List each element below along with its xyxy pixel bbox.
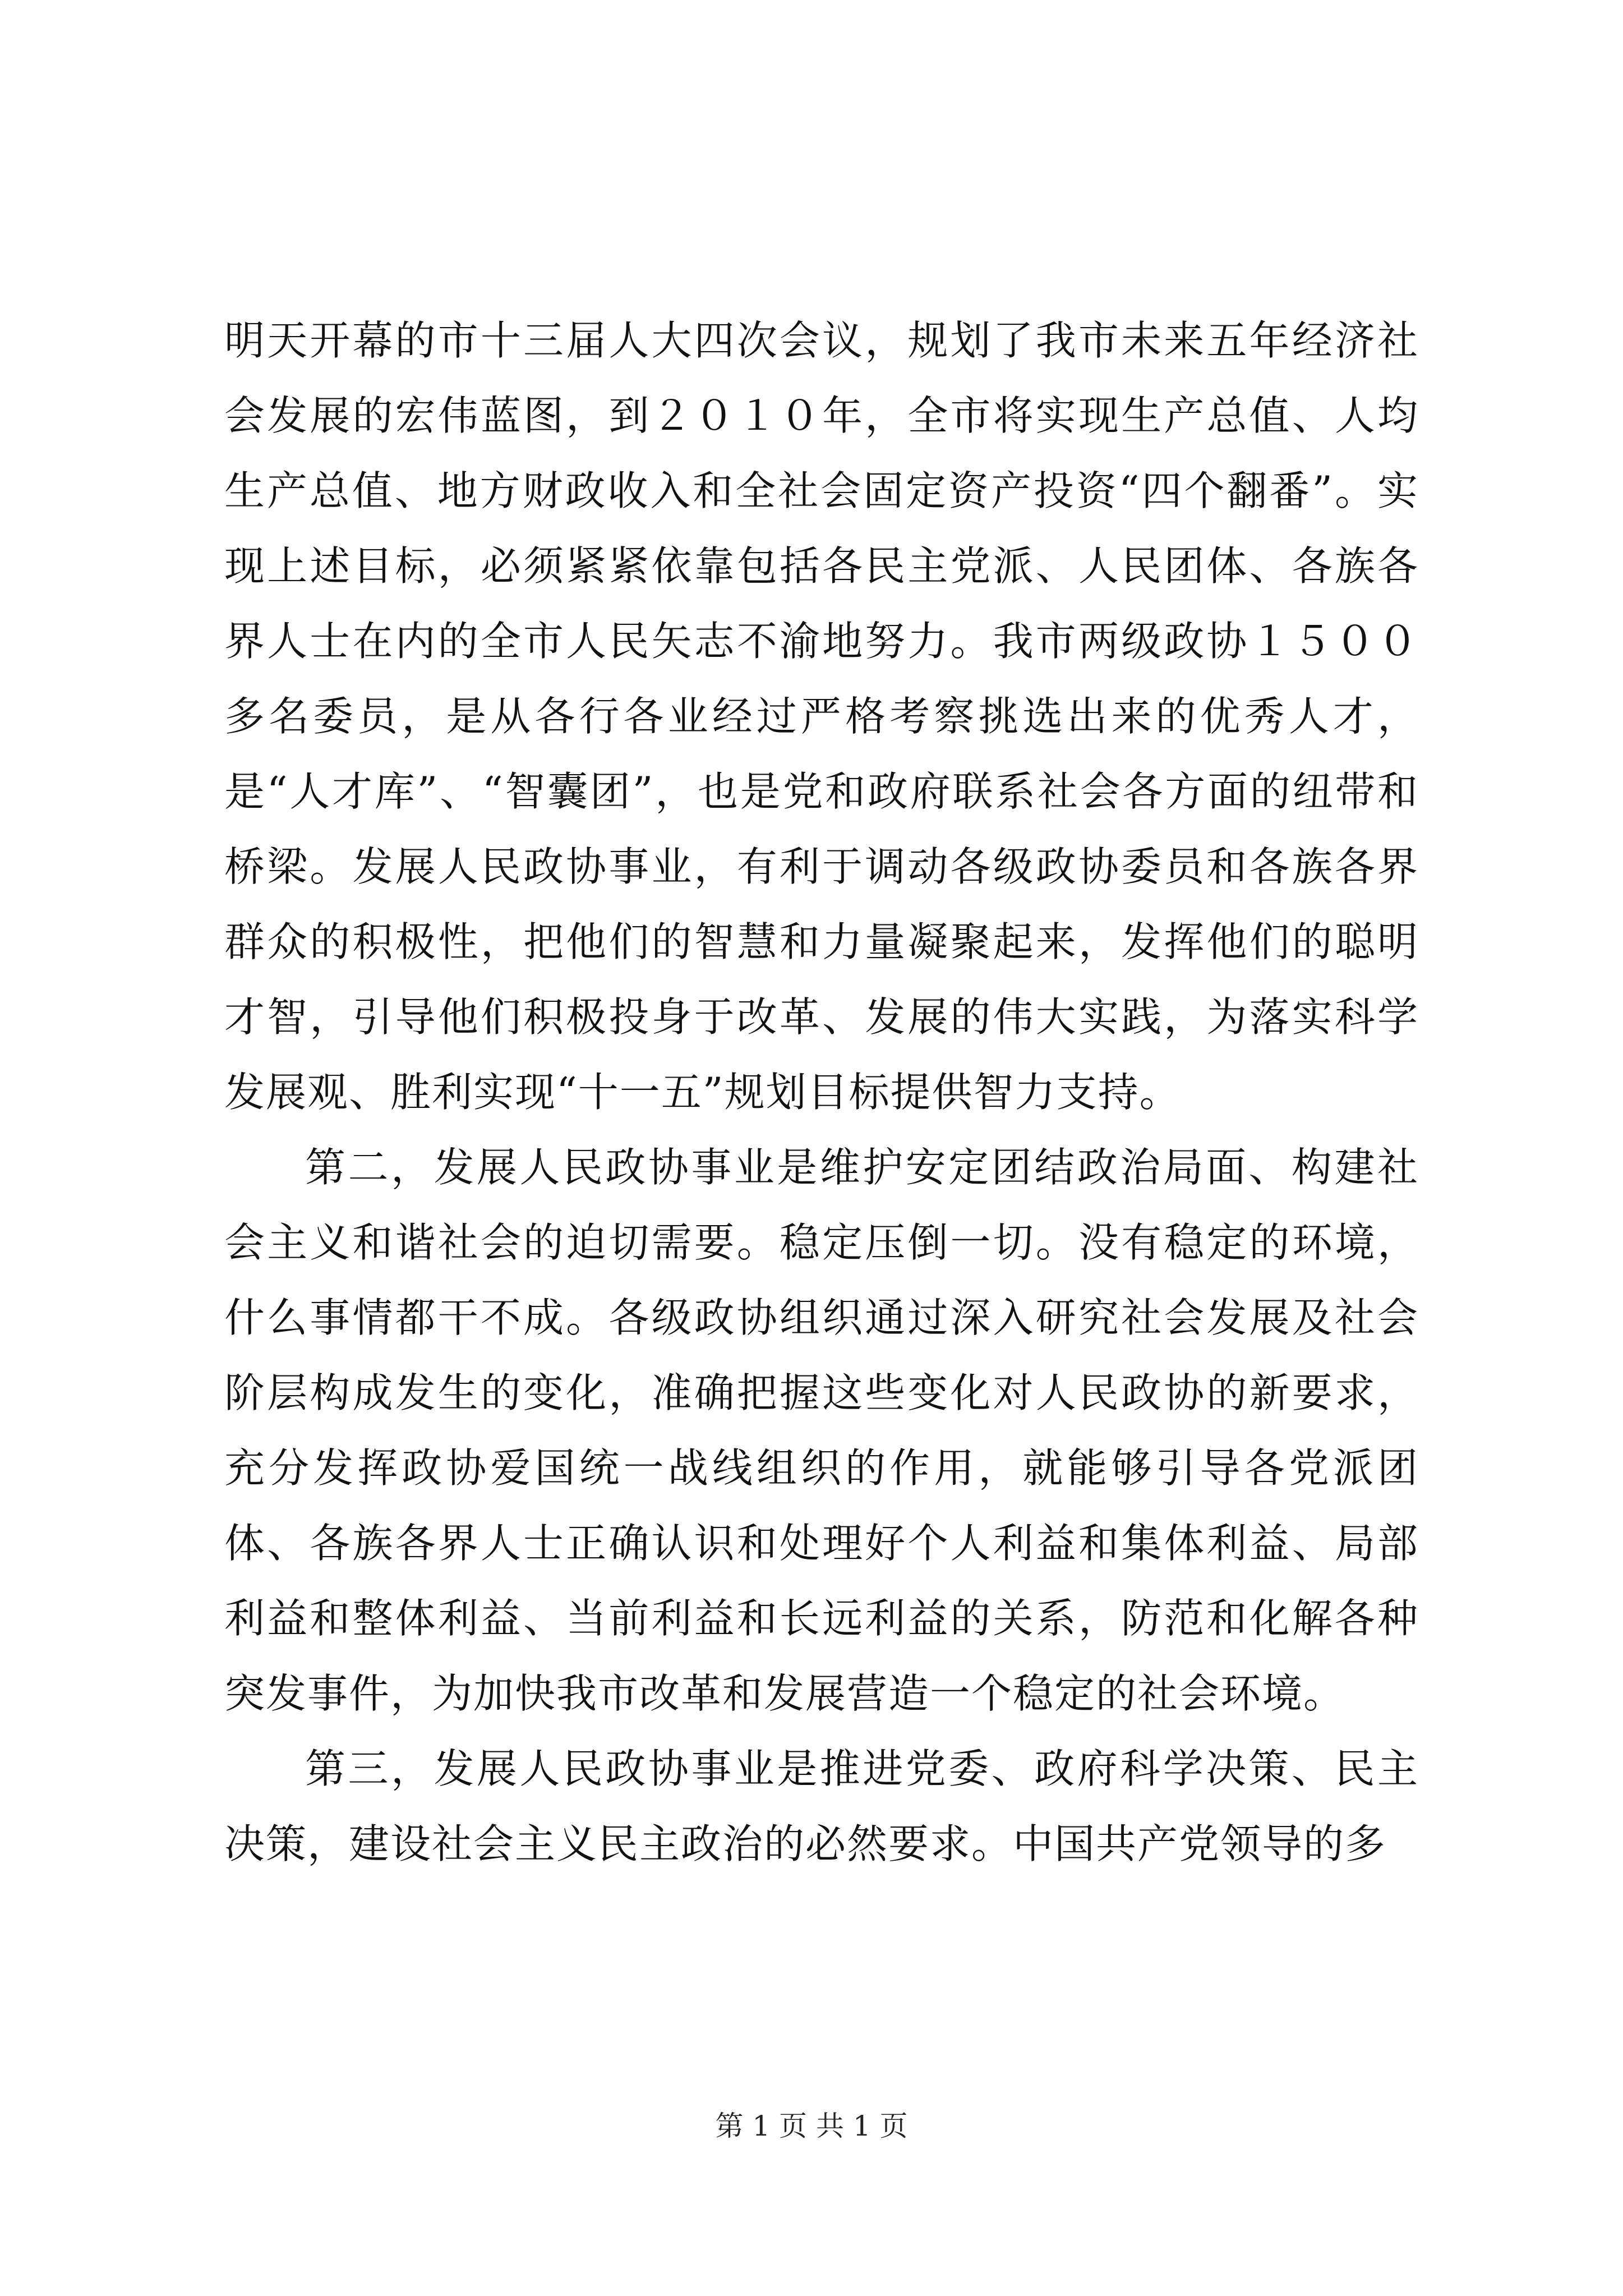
page-number-footer: 第 1 页 共 1 页 (715, 2110, 908, 2142)
paragraph-1: 明天开幕的市十三届人大四次会议，规划了我市未来五年经济社会发展的宏伟蓝图，到２０１０年，全市将实现生产总值、人均生产总值、地方财政收入和全社会固定资产投资“四个翻番”。实现上述目标，必须紧紧依靠包括各民主党派、人民团体、各族各界人士在内的全市人民矢志不渝地努力。我市两级政协１５００多名委员，是从各行各业经过严格考察挑选出来的优秀人才，是“人才库”、“智囊团”，也是党和政府联系社会各方面的纽带和桥梁。发展人民政协事业，有利于调动各级政协委员和各族各界群众的积极性，把他们的智慧和力量凝聚起来，发挥他们的聪明才智，引导他们积极投身于改革、发展的伟大实践，为落实科学发展观、胜利实现“十一五”规划目标提供智力支持。 (224, 317, 1419, 1116)
paragraph-2: 第二，发展人民政协事业是维护安定团结政治局面、构建社会主义和谐社会的迫切需要。稳定压倒一切。没有稳定的环境，什么事情都干不成。各级政协组织通过深入研究社会发展及社会阶层构成发生的变化，准确把握这些变化对人民政协的新要求，充分发挥政协爱国统一战线组织的作用，就能够引导各党派团体、各族各界人士正确认识和处理好个人利益和集体利益、局部利益和整体利益、当前利益和长远利益的关系，防范和化解各种突发事件，为加快我市改革和发展营造一个稳定的社会环境。 (224, 1144, 1419, 1717)
document-body (224, 303, 1419, 1881)
paragraph-3: 第三，发展人民政协事业是推进党委、政府科学决策、民主决策，建设社会主义民主政治的必然要求。中国共产党领导的多 (224, 1745, 1419, 1867)
